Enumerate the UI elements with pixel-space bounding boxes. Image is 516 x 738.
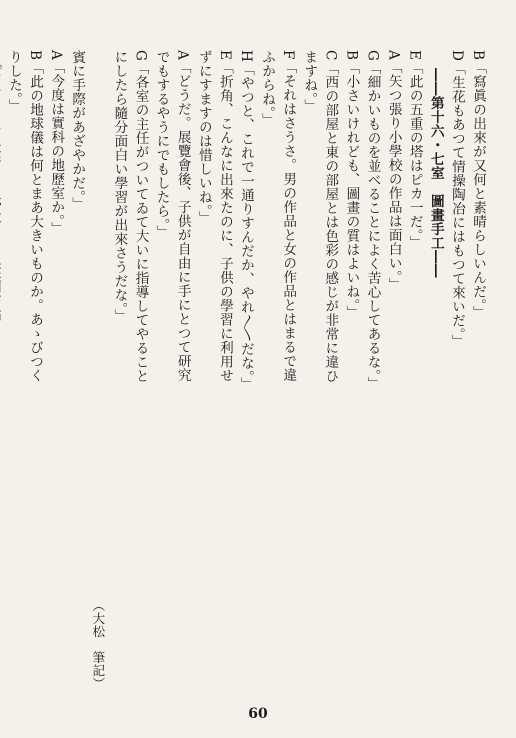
section-heading: ――第十六・七室 圖畫手工―― — [427, 68, 444, 278]
dialogue-column: F「それはさうさ。男の作品と女の作品とはまるで違 — [280, 50, 297, 382]
vertical-text-body — [5, 50, 488, 690]
dialogue-column: D「生花もあつて情操陶冶にはもつて來いだ。」 — [448, 50, 465, 349]
dialogue-column: ますね。」 — [301, 50, 318, 114]
dialogue-column: 賓に手際があざやかだ。」 — [69, 50, 86, 212]
page-number: 60 — [248, 706, 268, 722]
dialogue-column: にしたら隨分面白い學習が出來さうだな。」 — [111, 50, 128, 324]
dialogue-column: B「寫眞の出來が又何と素晴らしいんだ。」 — [470, 50, 486, 320]
dialogue-column: G「細かいものを並べることによく苦心してあるな。」 — [364, 50, 381, 391]
author-signature: （大松 筆記） — [90, 599, 106, 690]
dialogue-column: A「どうだ。展覽會後、子供が自由に手にとつて研究 — [174, 50, 191, 383]
dialogue-column: でもするやうにでもしたら。」 — [153, 50, 170, 240]
dialogue-column: E「此の五重の塔はピカ一だ。」 — [406, 50, 423, 250]
dialogue-column: E「折角、こんなに出來たのに、子供の學習に利用せ — [216, 50, 233, 383]
dialogue-column: A「矢つ張り小學校の作品は面白い。」 — [385, 50, 402, 292]
dialogue-column: りした。」 — [5, 50, 22, 114]
dialogue-column: G「各室の主任がついてゐて大いに指導してやること — [132, 50, 149, 384]
dialogue-column: B「小さいけれども、圖畫の質はよいね。」 — [343, 50, 360, 320]
dialogue-column: H「やつと、これで一通りすんだか、やれ〳〵だな。」 — [237, 50, 254, 392]
dialogue-column: B「此の地球儀は何とまあ大きいものか。あゝびつく — [27, 50, 44, 383]
dialogue-column: C「西の部屋と東の部屋とは色彩の感じが非常に違ひ — [322, 50, 339, 383]
dialogue-column: ずにすますのは惜しいね。」 — [195, 50, 212, 226]
dialogue-column: ふからね。」 — [259, 50, 276, 128]
dialogue-column — [0, 50, 3, 690]
dialogue-column: A「今度は實科の地歷室か。」 — [48, 50, 65, 236]
